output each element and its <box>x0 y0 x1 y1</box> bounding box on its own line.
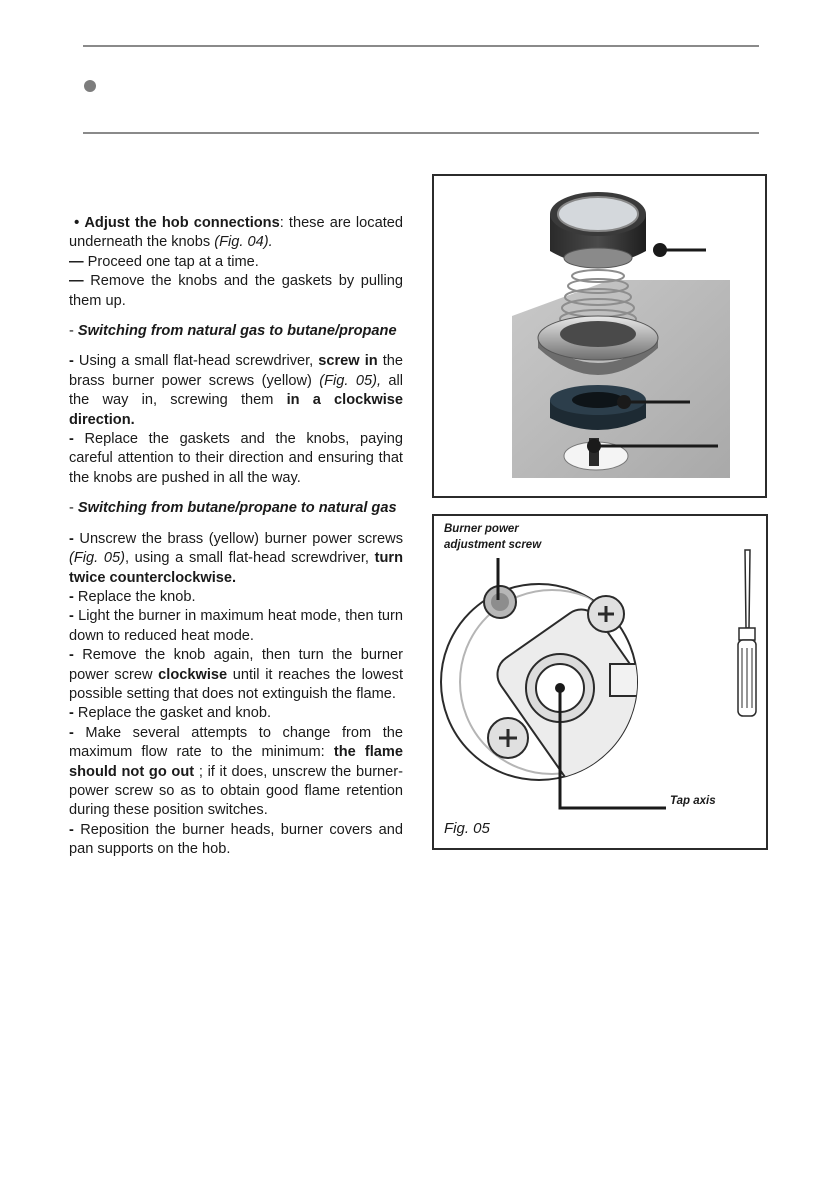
figure-04-knob-exploded-view <box>432 174 767 498</box>
burner-power-adjustment-screw <box>484 586 516 618</box>
screw-lower-left <box>488 718 528 758</box>
callout-dot-knob <box>653 243 667 257</box>
instructions-column <box>69 214 403 860</box>
sw2-step-1: - Unscrew the brass (yellow) burner power screws (Fig. 05), using a small flat-head screwdriver, turn twice counterclockwise. <box>69 530 403 586</box>
figure-05-tap-top-view <box>432 514 768 850</box>
section-natural-to-butane-title: - Switching from natural gas to butane/propane <box>69 323 397 340</box>
adjust-paragraph: • Adjust the hob connections: these are located underneath the knobs (Fig. 04). <box>69 215 403 251</box>
sw1-step-1: - Using a small flat-head screwdriver, screw in the brass burner power screws (yellow) (Fig. 05), all the way in, screwing them in a clockwise direction. <box>69 353 404 428</box>
label-tap-axis: Tap axis <box>670 795 716 807</box>
sw2-step-2: - Replace the knob. <box>69 588 196 605</box>
remove-knobs-step: — Remove the knobs and the gaskets by pulling them up. <box>69 273 403 309</box>
screwdriver-icon <box>738 550 756 716</box>
header-bullet-icon <box>84 80 96 92</box>
sw2-step-6: - Make several attempts to change from the maximum flow rate to the minimum: the flame should not go out ; if it does, unscrew the burner-power screw so as to obtain good flame retention during these position switches. <box>69 724 404 819</box>
sw2-step-7: - Reposition the burner heads, burner covers and pan supports on the hob. <box>69 821 403 858</box>
sw1-step-2: - Replace the gaskets and the knobs, paying careful attention to their direction and ensuring that the knobs are pushed in all the way. <box>69 431 403 486</box>
callout-dot-gasket <box>617 395 631 409</box>
tap-tab <box>610 664 646 696</box>
tap-lower-body <box>574 776 684 836</box>
screw-upper-right <box>588 596 624 632</box>
knob-exploded-illustration <box>434 176 765 496</box>
header-rule-top <box>83 45 759 47</box>
header-rule-bottom <box>83 132 759 134</box>
label-burner-power-adjustment-screw: Burner power adjustment screw <box>444 523 542 551</box>
tap-axis-dot <box>555 683 565 693</box>
knob-top-face <box>558 197 638 231</box>
proceed-step: — Proceed one tap at a time. <box>69 253 259 270</box>
sw2-step-3: - Light the burner in maximum heat mode, then turn down to reduced heat mode. <box>69 608 403 644</box>
tap-top-view-illustration <box>434 516 766 848</box>
bezel-hole <box>560 321 636 347</box>
section-butane-to-natural-title: - Switching from butane/propane to natural gas <box>69 500 397 517</box>
figure-05-caption: Fig. 05 <box>444 820 490 837</box>
sw2-step-4: - Remove the knob again, then turn the burner power screw clockwise until it reaches the lowest possible setting that does not extinguish the flame. <box>69 647 403 702</box>
callout-dot-tap <box>587 439 601 453</box>
sw2-step-5: - Replace the gasket and knob. <box>69 705 272 722</box>
knob-base <box>564 248 632 268</box>
gasket-hole <box>572 392 624 408</box>
